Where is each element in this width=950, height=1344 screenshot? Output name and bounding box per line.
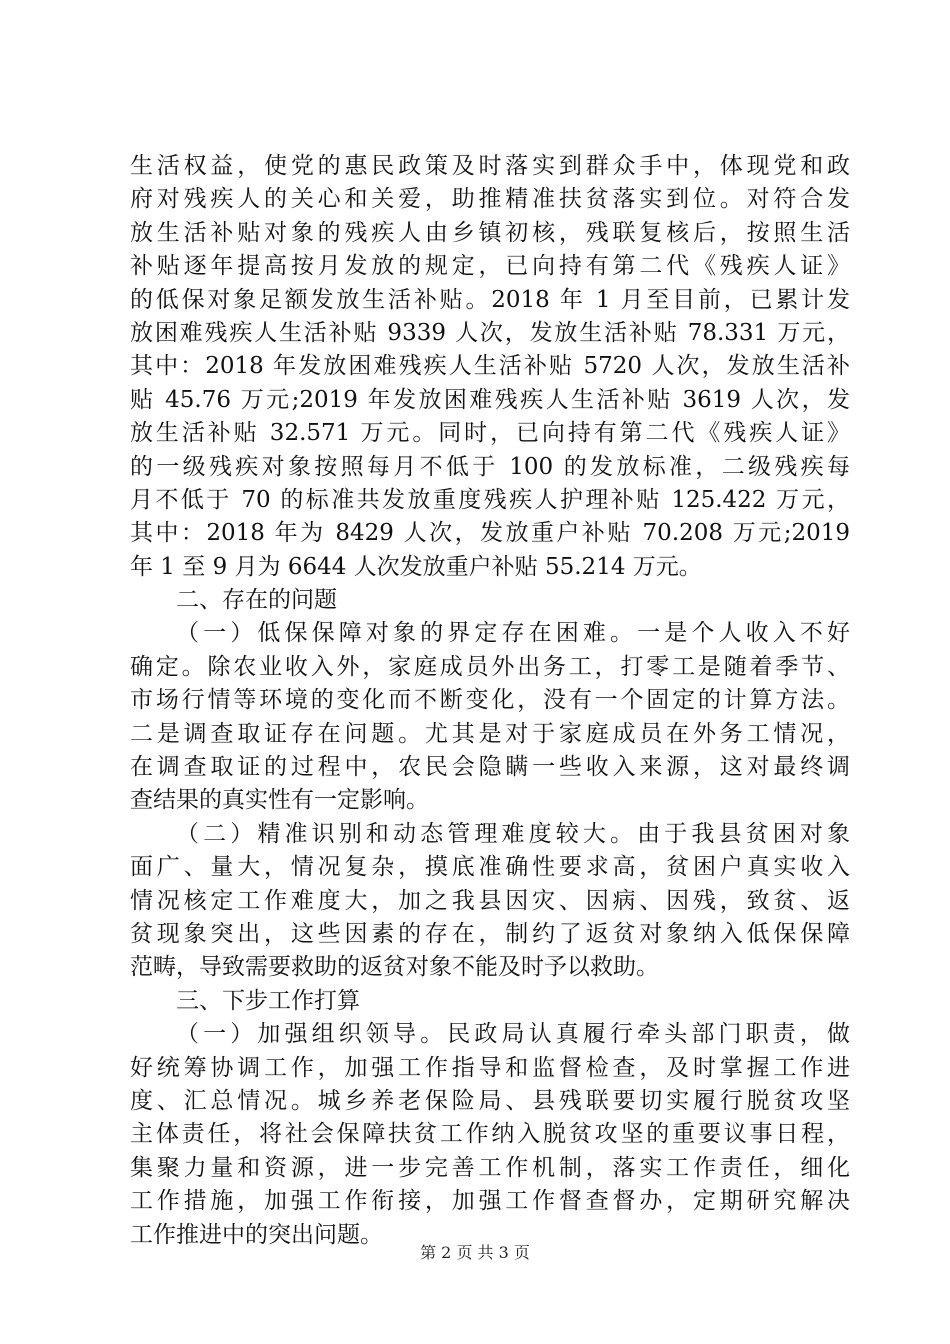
text-line: 情况核定工作难度大，加之我县因灾、因病、因残，致贫、返	[130, 887, 850, 914]
page-number-footer: 第 2 页 共 3 页	[420, 1243, 530, 1262]
text-line: 放生活补贴 32.571 万元。同时，已向持有第二代《残疾人证》	[130, 420, 850, 447]
text-line: 生活权益，使党的惠民政策及时落实到群众手中，体现党和政	[130, 153, 850, 179]
text-line: 的低保对象足额发放生活补贴。2018 年 1 月至目前，已累计发	[130, 286, 850, 313]
section-heading-problems: 二、存在的问题	[176, 587, 337, 614]
text-line: 年 1 至 9 月为 6644 人次发放重户补贴 55.214 万元。	[130, 553, 702, 580]
document-body	[130, 150, 850, 1252]
text-line: 好统筹协调工作，加强工作指导和监督检查，及时掌握工作进	[130, 1054, 850, 1081]
text-line: 放困难残疾人生活补贴 9339 人次，发放生活补贴 78.331 万元，	[130, 319, 850, 346]
text-line: 度、汇总情况。城乡养老保险局、县残联要切实履行脱贫攻坚	[130, 1087, 850, 1114]
paragraph-dynamic-management	[130, 818, 850, 985]
text-line: 府对残疾人的关心和关爱，助推精准扶贫落实到位。对符合发	[130, 186, 850, 213]
text-line: 面广、量大，情况复杂，摸底准确性要求高，贫困户真实收入	[130, 854, 850, 881]
section-heading-next-steps: 三、下步工作打算	[176, 987, 360, 1014]
text-line: 查结果的真实性有一定影响。	[130, 787, 429, 814]
text-line: 确定。除农业收入外，家庭成员外出务工，打零工是随着季节、	[130, 653, 850, 680]
text-line: 在调查取证的过程中，农民会隐瞒一些收入来源，这对最终调	[130, 754, 850, 781]
paragraph-livelihood-subsidy	[130, 150, 850, 584]
text-line: 集聚力量和资源，进一步完善工作机制，落实工作责任，细化	[130, 1154, 850, 1181]
paragraph-identification-difficulty	[130, 617, 850, 817]
text-line: 工作推进中的突出问题。	[130, 1221, 383, 1248]
text-line: 主体责任，将社会保障扶贫工作纳入脱贫攻坚的重要议事日程，	[130, 1121, 850, 1148]
text-line: （一）加强组织领导。民政局认真履行牵头部门职责，做	[176, 1021, 850, 1048]
text-line: 贴 45.76 万元;2019 年发放困难残疾人生活补贴 3619 人次，发	[130, 386, 850, 413]
text-line: 二是调查取证存在问题。尤其是对于家庭成员在外务工情况，	[130, 720, 850, 747]
text-line: 市场行情等环境的变化而不断变化，没有一个固定的计算方法。	[130, 687, 850, 714]
text-line: 其中：2018 年发放困难残疾人生活补贴 5720 人次，发放生活补	[130, 353, 850, 380]
text-line: 范畴，导致需要救助的返贫对象不能及时予以救助。	[130, 954, 659, 981]
text-line: 月不低于 70 的标准共发放重度残疾人护理补贴 125.422 万元，	[130, 486, 850, 513]
text-line: 补贴逐年提高按月发放的规定，已向持有第二代《残疾人证》	[130, 253, 850, 280]
text-line: 贫现象突出，这些因素的存在，制约了返贫对象纳入低保保障	[130, 920, 850, 947]
text-line: 工作措施，加强工作衔接，加强工作督查督办，定期研究解决	[130, 1188, 850, 1215]
text-line: （一）低保保障对象的界定存在困难。一是个人收入不好	[176, 620, 850, 647]
text-line: 其中：2018 年为 8429 人次，发放重户补贴 70.208 万元;2019	[130, 520, 850, 547]
text-line: （二）精准识别和动态管理难度较大。由于我县贫困对象	[176, 820, 850, 847]
text-line: 放生活补贴对象的残疾人由乡镇初核，残联复核后，按照生活	[130, 219, 850, 246]
paragraph-organization-leadership	[130, 1018, 850, 1252]
text-line: 的一级残疾对象按照每月不低于 100 的发放标准，二级残疾每	[130, 453, 850, 480]
